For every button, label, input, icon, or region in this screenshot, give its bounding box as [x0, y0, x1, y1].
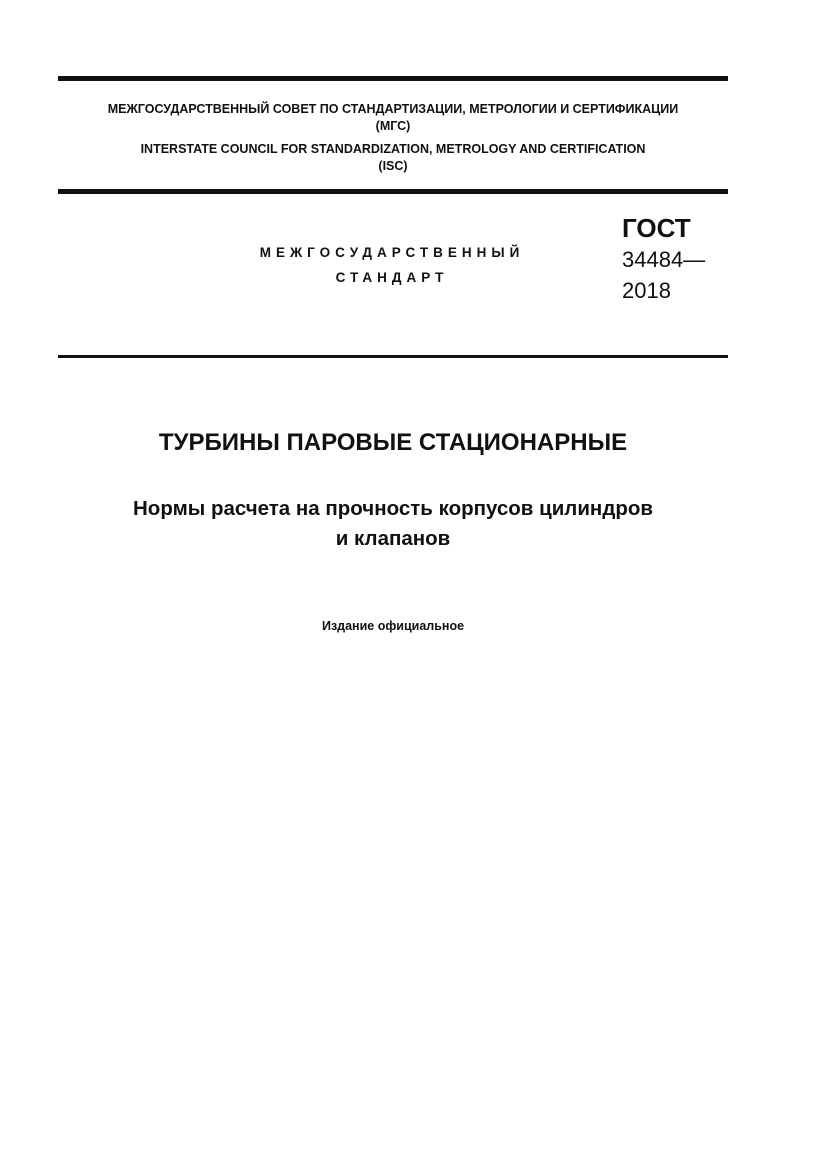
standard-label-line1: МЕЖГОСУДАРСТВЕННЫЙ	[259, 245, 525, 260]
gost-designation	[622, 212, 742, 306]
council-en-abbr: (ISC)	[378, 159, 408, 173]
gost-year: 2018	[622, 278, 671, 303]
document-title: ТУРБИНЫ ПАРОВЫЕ СТАЦИОНАРНЫЕ	[158, 429, 628, 456]
standard-type-label	[150, 240, 634, 290]
gost-number: 34484—	[622, 247, 706, 272]
bottom-rule	[58, 355, 728, 358]
standard-label-line2: СТАНДАРТ	[335, 270, 449, 285]
council-name-ru	[58, 101, 728, 135]
council-en-line: INTERSTATE COUNCIL FOR STANDARDIZATION, METROLOGY AND CERTIFICATION	[140, 142, 646, 156]
council-ru-line: МЕЖГОСУДАРСТВЕННЫЙ СОВЕТ ПО СТАНДАРТИЗАЦИИ, МЕТРОЛОГИИ И СЕРТИФИКАЦИИ	[107, 102, 679, 116]
council-name-en	[58, 141, 728, 175]
subtitle-line1: Нормы расчета на прочность корпусов цилиндров	[133, 497, 653, 520]
gost-word: ГОСТ	[622, 213, 691, 243]
council-ru-abbr: (МГС)	[375, 119, 411, 133]
edition-label: Издание официальное	[321, 619, 465, 633]
top-rule	[58, 76, 728, 81]
subtitle-line2: и клапанов	[335, 527, 451, 550]
middle-rule	[58, 189, 728, 194]
document-subtitle	[40, 494, 746, 554]
